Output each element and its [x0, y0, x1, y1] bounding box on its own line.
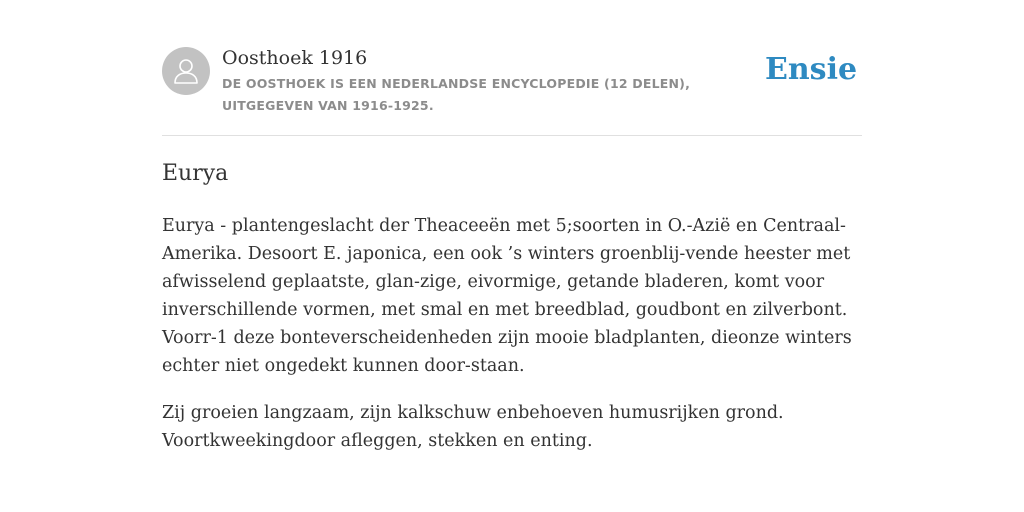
article-title: Eurya	[162, 161, 229, 186]
source-description: DE OOSTHOEK IS EEN NEDERLANDSE ENCYCLOPEDIE (12 DELEN), UITGEGEVEN VAN 1916-1925.	[222, 76, 691, 113]
article-paragraph: Eurya - plantengeslacht der Theaceeën met 5;soorten in O.-Azië en Centraal-Amerika. Desoort E. japonica, een ook ’s winters groenblij-vende heester met afwisselend geplaatste, glan-zige, eivormige, getande bladeren, komt voor inverschillende vormen, met smal en met breedblad, goudbont en zilverbont. Voorr-1 deze bonteverscheidenheden zijn mooie bladplanten, dieonze winters echter niet ongedekt kunnen door-staan.	[162, 216, 852, 376]
article-paragraph: Zij groeien langzaam, zijn kalkschuw enbehoeven humusrijken grond. Voortkweekingdoor afleggen, stekken en enting.	[162, 403, 784, 451]
user-icon	[171, 56, 201, 86]
brand-logo[interactable]: Ensie	[765, 52, 858, 87]
article-body	[162, 212, 852, 474]
source-title[interactable]: Oosthoek 1916	[222, 47, 368, 69]
source-avatar[interactable]	[162, 47, 210, 95]
source-header	[162, 44, 862, 136]
